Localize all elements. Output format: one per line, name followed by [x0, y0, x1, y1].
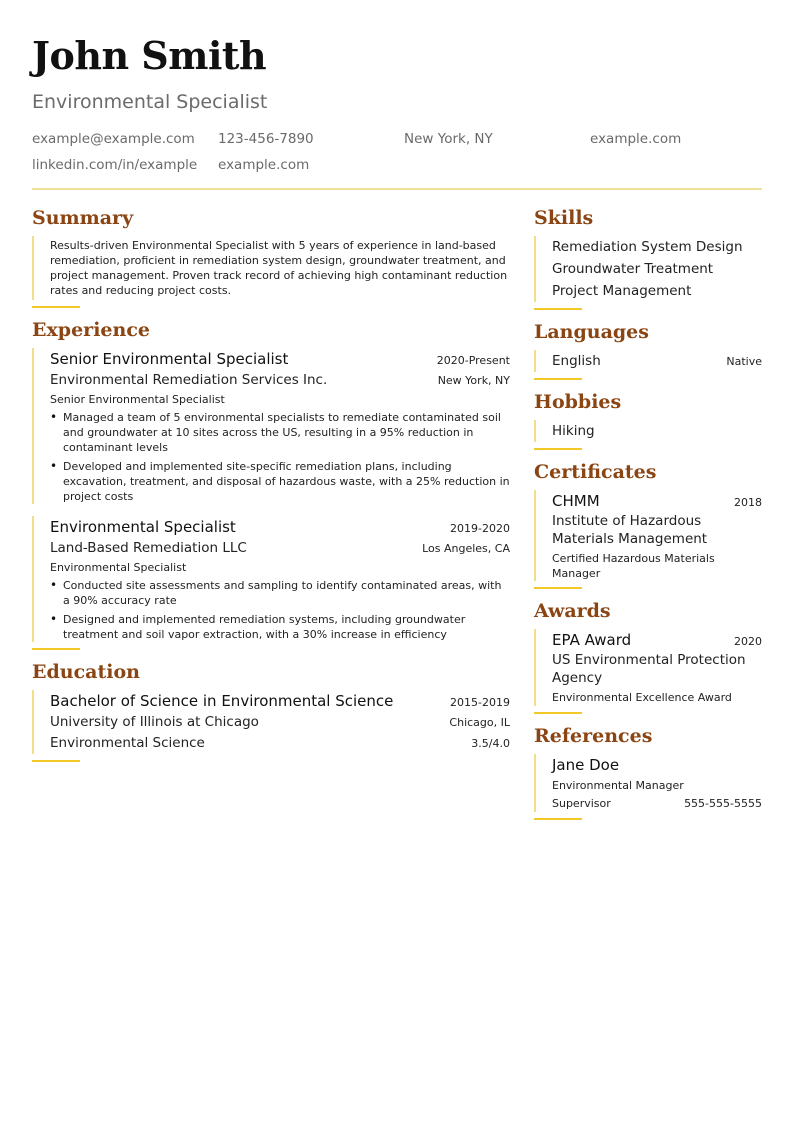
certificate-year: 2018 [734, 496, 762, 509]
certificate-issuer: Institute of Hazardous Materials Management [552, 513, 708, 547]
job-entry [32, 516, 510, 642]
left-column [32, 206, 510, 830]
job-location: Los Angeles, CA [422, 542, 510, 555]
section-underline [32, 306, 80, 308]
certificate-description: Certified Hazardous Materials Manager [552, 552, 715, 580]
job-dates: 2019-2020 [450, 522, 510, 535]
awards-title: Awards [534, 600, 611, 622]
education-section [32, 660, 510, 762]
reference-relation: Supervisor [552, 797, 611, 810]
skills-section [534, 206, 762, 310]
references-section [534, 724, 762, 820]
job-company: Environmental Remediation Services Inc. [50, 372, 328, 388]
contact-info [32, 130, 762, 174]
section-underline [534, 818, 582, 820]
job-subtitle: Senior Environmental Specialist [50, 393, 225, 406]
certificates-title: Certificates [534, 461, 657, 483]
education-field: Environmental Science [50, 735, 205, 751]
awards-section [534, 599, 762, 714]
section-underline [534, 308, 582, 310]
summary-text: Results-driven Environmental Specialist with 5 years of experience in land-based remediation, proficient in remediation system design, groundwater treatment, and project management. Proven track record of achieving high contaminant reduction rates and reducing project costs. [50, 239, 508, 297]
section-underline [32, 760, 80, 762]
education-dates: 2015-2019 [450, 696, 510, 709]
job-subtitle: Environmental Specialist [50, 561, 187, 574]
hobbies-title: Hobbies [534, 391, 622, 413]
award-issuer: US Environmental Protection Agency [552, 652, 746, 686]
hobby-item: Hiking [552, 423, 595, 439]
language-name: English [552, 353, 601, 369]
skills-title: Skills [534, 207, 594, 229]
certificate-name: CHMM [552, 492, 600, 510]
job-entry [32, 348, 510, 504]
languages-section [534, 320, 762, 380]
job-bullet: • Designed and implemented remediation systems, including groundwater treatment and soil vapor extraction, with a 30% increase in efficiency [50, 612, 510, 642]
education-title: Education [32, 661, 140, 683]
education-gpa: 3.5/4.0 [471, 737, 510, 750]
education-location: Chicago, IL [449, 716, 510, 729]
hobbies-section [534, 390, 762, 450]
award-description: Environmental Excellence Award [552, 691, 732, 704]
contact-website-2[interactable]: example.com [218, 157, 310, 173]
award-name: EPA Award [552, 631, 632, 649]
skill-item: Project Management [552, 283, 692, 299]
candidate-name: John Smith [32, 33, 267, 78]
job-location: New York, NY [437, 374, 510, 387]
section-underline [534, 378, 582, 380]
award-year: 2020 [734, 635, 762, 648]
education-school: University of Illinois at Chicago [50, 714, 259, 730]
experience-section [32, 318, 510, 650]
language-level: Native [726, 355, 762, 368]
job-position: Senior Environmental Specialist [50, 350, 289, 368]
languages-title: Languages [534, 321, 649, 343]
contact-email[interactable]: example@example.com [32, 131, 195, 147]
section-underline [534, 587, 582, 589]
section-underline [32, 648, 80, 650]
job-bullet: • Conducted site assessments and sampling to identify contaminated areas, with a 90% accuracy rate [50, 578, 510, 608]
summary-section [32, 206, 510, 308]
contact-phone[interactable]: 123-456-7890 [218, 131, 314, 147]
references-title: References [534, 725, 653, 747]
header-divider [32, 188, 762, 190]
contact-website[interactable]: example.com [590, 131, 682, 147]
contact-linkedin[interactable]: linkedin.com/in/example [32, 157, 198, 173]
candidate-role: Environmental Specialist [32, 91, 268, 113]
job-bullet: • Managed a team of 5 environmental specialists to remediate contaminated soil and groundwater at 10 sites across the US, resulting in a 95% reduction in contaminant levels [50, 410, 510, 455]
skill-item: Groundwater Treatment [552, 261, 714, 277]
experience-title: Experience [32, 319, 150, 341]
summary-title: Summary [32, 207, 134, 229]
job-bullet: • Developed and implemented site-specific remediation plans, including excavation, treatment, and disposal of hazardous waste, with a 25% reduction in project costs [50, 459, 510, 504]
section-underline [534, 448, 582, 450]
job-dates: 2020-Present [436, 354, 510, 367]
section-underline [534, 712, 582, 714]
skill-item: Remediation System Design [552, 239, 743, 255]
reference-name: Jane Doe [552, 756, 620, 774]
certificates-section [534, 460, 762, 589]
right-column [534, 206, 762, 830]
reference-phone[interactable]: 555-555-5555 [684, 797, 762, 810]
reference-position: Environmental Manager [552, 779, 684, 792]
education-degree: Bachelor of Science in Environmental Science [50, 692, 394, 710]
job-company: Land-Based Remediation LLC [50, 540, 247, 556]
job-position: Environmental Specialist [50, 518, 236, 536]
contact-location: New York, NY [404, 131, 493, 147]
